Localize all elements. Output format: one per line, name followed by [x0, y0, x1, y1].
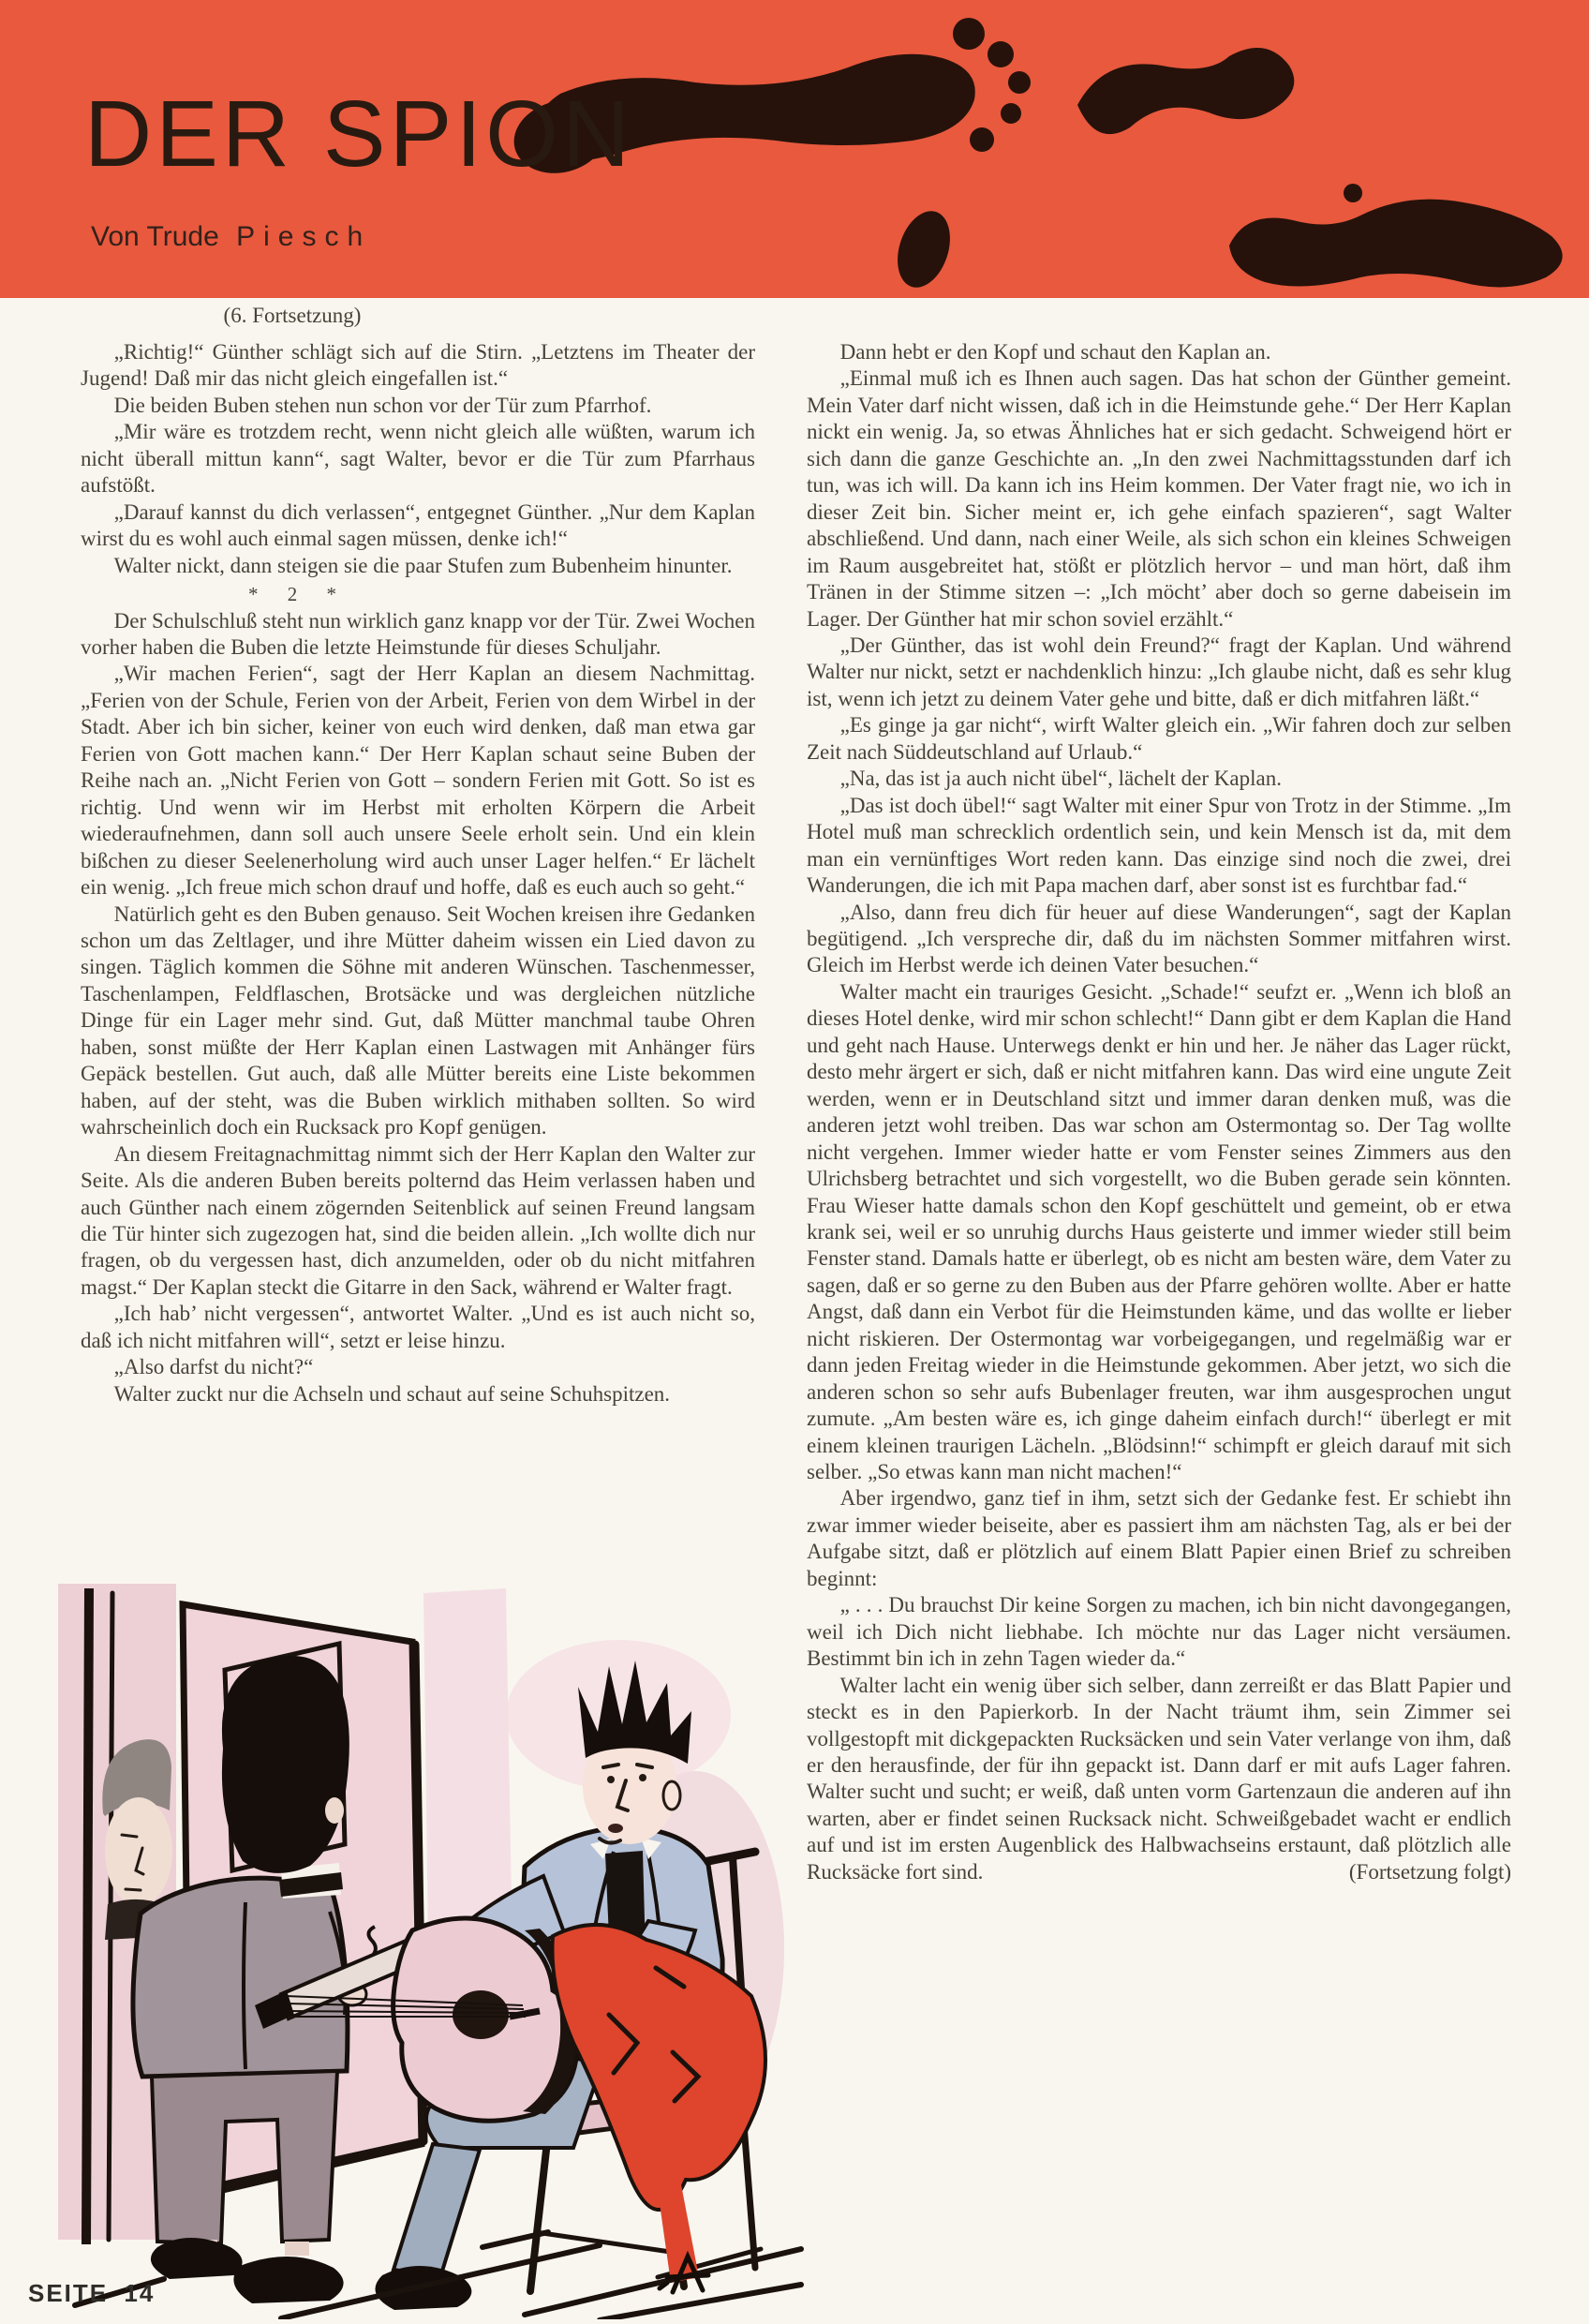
story-paragraph: „Also darfst du nicht?“ [113, 1355, 314, 1379]
byline-prefix: Von Trude [91, 221, 219, 252]
story-paragraph: „Es ginge ja gar nicht“, wirft Walter gleich ein. „Wir fahren doch zur selben Zeit nach Süddeutschland auf Urlaub.“ [807, 713, 1511, 764]
story-paragraph: Die beiden Buben stehen nun schon vor der Tür zum Pfarrhof. [113, 393, 652, 417]
continuation-label: (6. Fortsetzung) [223, 304, 362, 327]
story-column-left [81, 339, 755, 1408]
story-paragraph: „Wir machen Ferien“, sagt der Herr Kaplan an diesem Nachmittag. „Ferien von der Schule, Ferien von der Arbeit, Ferien von dem Wirbel in der Stadt. Aber ich bin sicher, keiner von euch wird denken, daß man etwa gar Ferien von Gott machen kann.“ Der Herr Kaplan schaut seine Buben der Reihe nach an. „Nicht Ferien von Gott – sondern Ferien mit Gott. So ist es richtig. Und wenn wir im Herbst mit erholten Körpern die Arbeit wiederaufnehmen, dann soll auch unsere Seele erholt sein. Und ein klein bißchen zu dieser Seelenerholung wird auch unser Lager helfen.“ Er lächelt ein wenig. „Ich freue mich schon drauf und hoffe, daß es euch auch so geht.“ [81, 662, 755, 900]
story-paragraph: Der Schulschluß steht nun wirklich ganz knapp vor der Tür. Zwei Wochen vorher haben die Buben die letzte Heimstunde für dieses Schuljahr. [81, 608, 755, 659]
page-number: SEITE 14 [28, 2279, 156, 2307]
continuation-note: (Fortsetzung folgt) [1348, 1859, 1511, 1884]
story-paragraph: Walter nickt, dann steigen sie die paar Stufen zum Bubenheim hinunter. [113, 553, 733, 577]
story-paragraph: „ . . . Du brauchst Dir keine Sorgen zu machen, ich bin nicht davongegangen, weil ich Dich nicht liebhabe. Ich möchte nur das Lager nicht versäumen. Bestimmt bin ich in zehn Tagen wieder da.“ [807, 1593, 1511, 1671]
story-paragraph: „Ich hab’ nicht vergessen“, antwortet Walter. „Und es ist auch nicht so, daß ich nicht mitfahren will“, setzt er leise hinzu. [81, 1302, 755, 1352]
story-paragraph: „Na, das ist ja auch nicht übel“, lächelt der Kaplan. [839, 767, 1282, 791]
story-paragraph: „Richtig!“ Günther schlägt sich auf die Stirn. „Letztens im Theater der Jugend! Daß mir das nicht gleich eingefallen ist.“ [81, 340, 755, 391]
story-paragraph: „Der Günther, das ist wohl dein Freund?“ fragt der Kaplan. Und während Walter nur nickt, setzt er nachdenklich hinzu: „Ich glaube nicht, daß es sehr klug ist, wenn ich jetzt zu deinem Vater gehe und bitte, daß er dich mitfahren läßt.“ [807, 633, 1511, 710]
byline-author-name: Piesch [236, 221, 372, 252]
story-paragraph: „Also, dann freu dich für heuer auf diese Wanderungen“, sagt der Kaplan begütigend. „Ich verspreche dir, daß du im nächsten Sommer mitfahren wirst. Gleich im Herbst werde ich deinen Vater besuchen.“ [807, 900, 1511, 977]
story-paragraph: „Darauf kannst du dich verlassen“, entgegnet Günther. „Nur dem Kaplan wirst du es wohl auch einmal sagen müssen, denke ich!“ [81, 499, 755, 551]
story-paragraph: Walter zuckt nur die Achseln und schaut auf seine Schuhspitzen. [113, 1381, 671, 1406]
story-paragraph: Aber irgendwo, ganz tief in ihm, setzt sich der Gedanke fest. Er schiebt ihn zwar immer wieder beiseite, aber es passiert ihm am nächsten Tag, als er bei der Aufgabe sitzt, daß er plötzlich auf einem Blatt Papier einen Brief zu schreiben beginnt: [807, 1486, 1511, 1590]
story-paragraph: Dann hebt er den Kopf und schaut den Kaplan an. [839, 340, 1271, 364]
header-banner [0, 0, 1589, 298]
story-column-right [807, 339, 1511, 1885]
story-paragraph: Walter macht ein trauriges Gesicht. „Schade!“ seufzt er. „Wenn ich bloß an dieses Hotel denke, wird mir schon schlecht!“ Dann gibt er dem Kaplan die Hand und geht nach Hause. Unterwegs denkt er hin und her. Je näher das Lager rückt, desto mehr ärgert er sich, daß er nicht mitfahren kann. Das wird eine ungute Zeit werden, wenn er in Deutschland sitzt und immer daran denken muß, was die anderen jetzt wohl treiben. Das war schon am Ostermontag so. Der Tag wollte nicht vergehen. Immer wieder hatte er vom Fenster seines Zimmers aus den Ulrichsberg betrachtet und sich vorgestellt, wo die Buben gerade sein könnten. Frau Wieser hatte damals schon den Kopf geschüttelt und gemeint, ob er etwa krank sei, weil er so unruhig durchs Haus geisterte und immer wieder still beim Fenster stand. Damals hatte er überlegt, ob es nicht am besten wäre, dem Vater zu sagen, daß er so gerne zu den Buben aus der Pfarre gehören wollte. Aber er hatte Angst, daß dann ein Verbot für die Heimstunden käme, und das wollte er lieber nicht riskieren. Der Ostermontag war vorbeigegangen, und regelmäßig war er dann jeden Freitag wieder in die Heimstunde gekommen. Aber jetzt, wo sich die anderen schon so sehr aufs Bubenlager freuten, war ihm ausgesprochen ungut zumute. „Am besten wäre es, ich ginge daheim einfach durch!“ überlegt er mit einem kleinen traurigen Lächeln. „Blödsinn!“ schimpft er gleich darauf mit sich selber. „So etwas kann man nicht machen!“ [807, 979, 1511, 1484]
story-paragraph: „Mir wäre es trotzdem recht, wenn nicht gleich alle wüßten, warum ich nicht überall mittun kann“, sagt Walter, bevor er die Tür zum Pfarrhaus aufstößt. [81, 420, 755, 498]
page-title: DER SPION [84, 82, 634, 186]
story-paragraph: „Das ist doch übel!“ sagt Walter mit einer Spur von Trotz in der Stimme. „Im Hotel muß man schrecklich ordentlich sein, und kein Mensch ist da, mit dem man ein vernünftiges Wort reden kann. Das einzige sind noch die zwei, drei Wanderungen, die ich mit Papa machen darf, aber sonst ist es furchtbar fad.“ [807, 793, 1511, 898]
story-illustration [56, 1546, 806, 2319]
story-paragraph: Natürlich geht es den Buben genauso. Seit Wochen kreisen ihre Gedanken schon um das Zeltlager, und ihre Mütter daheim wissen ein Lied davon zu singen. Täglich kommen die Söhne mit anderen Wünschen. Taschenmesser, Taschenlampen, Feldflaschen, Brotsäcke und was dergleichen nützliche Dinge für ein Lager mehr sind. Gut, daß Mütter manchmal taube Ohren haben, sonst müßte der Herr Kaplan einen Lastwagen mit Anhänger fürs Gepäck bestellen. Gut auch, daß alle Mütter bereits eine Liste bekommen haben, auf der steht, was die Buben wirklich mithaben sollten. So wird wahrscheinlich doch ein Rucksack pro Kopf genügen. [81, 901, 755, 1140]
section-break: * 2 * [248, 583, 336, 606]
story-paragraph: „Einmal muß ich es Ihnen auch sagen. Das hat schon der Günther gemeint. Mein Vater darf nicht wissen, daß ich in die Heimstunde gehe.“ Der Herr Kaplan nickt ein wenig. Ja, so etwas Ähnliches hat er sich gedacht. Schweigend hört er sich dann die ganze Geschichte an. „In den zwei Nachmittagsstunden darf ich tun, was ich will. Da kann ich ins Heim kommen. Der Vater fragt nie, wo ich in dieser Zeit bin. Sicher meint er, ich gehe einfach spazieren“, sagt Walter abschließend. Und dann, nach einer Weile, als sich schon ein kleines Schweigen im Raum ausgebreitet hat, stößt er plötzlich hervor – und man hört, daß ihm Tränen in der Stimme sitzen –: „Ich möcht’ aber doch so gerne dabeisein im Lager. Der Günther hat mir schon soviel erzählt.“ [807, 366, 1511, 631]
story-paragraph: An diesem Freitagnachmittag nimmt sich der Herr Kaplan den Walter zur Seite. Als die anderen Buben bereits polternd das Heim verlassen haben und auch Günther nach einem zögernden Seitenblick auf seinen Freund langsam die Tür hinter sich zugezogen hat, sind die beiden allein. „Ich wollte dich nur fragen, ob du vergessen hast, dich anzumelden, oder ob du nicht mitfahren magst.“ Der Kaplan steckt die Gitarre in den Sack, während er Walter fragt. [81, 1141, 755, 1299]
byline [91, 221, 371, 253]
story-paragraph: Walter lacht ein wenig über sich selber, dann zerreißt er das Blatt Papier und steckt es in den Papierkorb. In der Nacht träumt ihm, sein Zimmer sei vollgestopft mit dickgepackten Rucksäcken und sein Vater verlange von ihm, daß er den herausfinde, der für ihn gepackt ist. Dann darf er mit aufs Lager fahren. Walter sucht und sucht; er weiß, daß unten vorm Gartenzaun die anderen auf ihn warten, aber er findet seinen Rucksack nicht. Schweißgebadet wacht er endlich auf und ist im ersten Augenblick des Halbwachseins erstaunt, daß plötzlich alle Rucksäcke fort sind. (Fortsetzung folgt) [807, 1673, 1511, 1886]
